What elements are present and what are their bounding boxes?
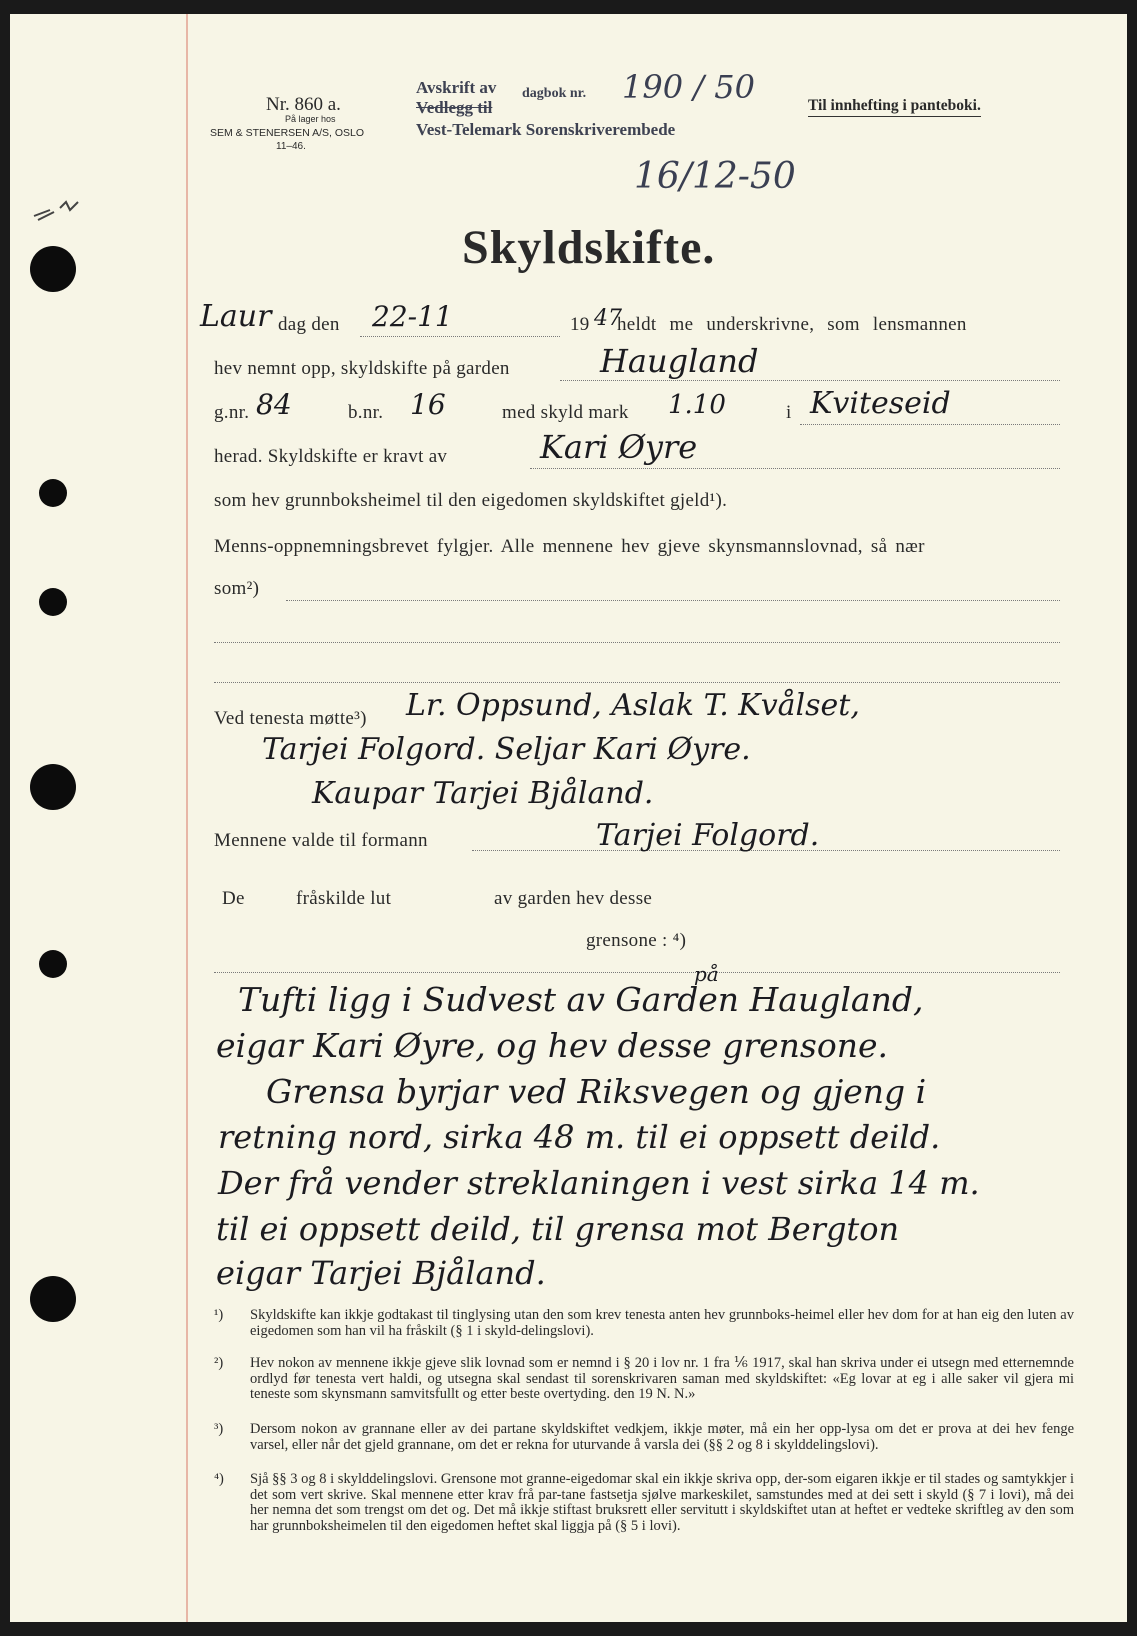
footnote (214, 1422, 1074, 1453)
menns-text: Menns-oppnemningsbrevet fylgjer. Alle mennene hev gjeve skynsmannslovnad, så nær (214, 536, 925, 557)
footnote (214, 1308, 1074, 1339)
motte-handwritten-line2: Tarjei Folgord. Seljar Kari Øyre. (262, 732, 751, 767)
year-prefix: 19 (570, 314, 590, 335)
punch-hole (30, 1276, 76, 1322)
garden-line (560, 380, 1060, 381)
footnote (214, 1472, 1074, 1534)
description-rule (214, 972, 1060, 973)
punch-hole (39, 950, 67, 978)
footnote-text: Sjå §§ 3 og 8 i skylddelingslovi. Grensone mot granne-eigedomar skal ein ikkje skriva opp, der-som eigaren ikkje er til stades og samtykkjer i det som vert skrive. Skal mennene etter krav frå par-tane fastsetja sjølve markeskilet, samstundes med at dei sett i skyld (§ 7 i lovi), må dei her nemna det som trengst om det og. Det må ikkje stiftast bruksrett eller servitutt i skyldskiftet utan at heftet er vedteke skriftleg av den som har grunnboksheimelen til den eigedomen heftet skal liggja på (§ 5 i lovi). (250, 1471, 1075, 1534)
stamp-dagbok: dagbok nr. (522, 86, 587, 101)
description-line: eigar Tarjei Bjåland. (216, 1254, 546, 1292)
punch-hole (30, 764, 76, 810)
handwritten-dagbok-number: 190 / 50 (622, 68, 755, 106)
year-suffix-handwritten: 47 (594, 306, 622, 331)
date-handwritten: 22-11 (372, 300, 453, 333)
publisher-line: På lager hos (285, 114, 336, 124)
herad-handwritten: Kviteseid (810, 386, 951, 421)
kravt-line (530, 468, 1060, 469)
punch-hole (39, 479, 67, 507)
footnote-text: Hev nokon av mennene ikkje gjeve slik lovnad som er nemnd i § 20 i lov nr. 1 fra ⅙ 1917, skal han skriva under ei utsegn med etternemnde ordlyd før tenesta vert haldi, og utsegna skal sendast til sorenskrivaren saman med skyldskiftet: «Eg lovar at eg i alle saker vil gjera mi teneste som skynsmann samvitsfullt og etter beste overtyding. den 19 N. N.» (250, 1355, 1074, 1402)
skyld-handwritten: 1.10 (668, 390, 726, 420)
grensone-label: grensone : ⁴) (586, 930, 687, 951)
gnr-handwritten: 84 (256, 388, 292, 421)
margin-rule (186, 14, 188, 1622)
footnote-mark: ⁴) (214, 1471, 224, 1487)
footnote-mark: ³) (214, 1421, 224, 1437)
stamp-avskrift: Avskrift av (416, 78, 497, 97)
description-line: til ei oppsett deild, til grensa mot Bergton (216, 1210, 900, 1248)
skyld-label: med skyld mark (502, 402, 629, 423)
punch-hole (39, 588, 67, 616)
date-line (360, 336, 560, 337)
de-label: De (222, 888, 245, 909)
punch-hole (30, 246, 76, 292)
description-line: Grensa byrjar ved Riksvegen og gjeng i (266, 1072, 927, 1111)
motte-label: Ved tenesta møtte³) (214, 708, 367, 729)
description-insert: på (694, 962, 719, 986)
grunnbok-text: som hev grunnboksheimel til den eigedomen skyldskiftet gjeld¹). (214, 490, 728, 511)
footnote-mark: ¹) (214, 1307, 224, 1323)
garden-label: hev nemnt opp, skyldskifte på garden (214, 358, 510, 379)
footnote (214, 1356, 1074, 1403)
herad-label: herad. Skyldskifte er kravt av (214, 446, 448, 467)
kravt-av-handwritten: Kari Øyre (540, 428, 698, 466)
blank-line (214, 682, 1060, 683)
handwritten-stamp-date: 16/12-50 (634, 156, 796, 197)
description-line: Der frå vender streklaningen i vest sirka 14 m. (218, 1164, 980, 1202)
som-label: som²) (214, 578, 260, 599)
gnr-label: g.nr. (214, 402, 250, 423)
publisher-line: SEM & STENERSEN A/S, OSLO (210, 127, 365, 139)
bnr-label: b.nr. (348, 402, 384, 423)
av-garden-label: av garden hev desse (494, 888, 653, 909)
fraskilde-label: fråskilde lut (296, 888, 392, 909)
footnote-text: Dersom nokon av grannane eller av dei partane skyldskiftet vedkjem, ikkje møter, må ein her opp-lysa om det er prova at dei hev fenge varsel, eller når det gjeld grannane, om det er rekna for uturvande å varsla dei (§§ 2 og 8 i skylddelingslovi). (250, 1421, 1074, 1453)
document-title: Skyldskifte. (462, 221, 716, 274)
scribble-mark (30, 194, 86, 224)
document-page (10, 14, 1127, 1622)
motte-handwritten-line3: Kaupar Tarjei Bjåland. (312, 776, 654, 811)
stamp-office: Vest-Telemark Sorenskriverembede (416, 120, 676, 139)
som-line (286, 600, 1060, 601)
form-number: Nr. 860 a. (266, 94, 341, 115)
formann-label: Mennene valde til formann (214, 830, 428, 851)
dag-den-label: dag den (278, 314, 340, 335)
description-line: retning nord, sirka 48 m. til ei oppsett deild. (218, 1118, 941, 1156)
description-line: eigar Kari Øyre, og hev desse grensone. (216, 1026, 888, 1065)
i-label: i (786, 402, 792, 423)
stamp-vedlegg: Vedlegg til (416, 98, 493, 117)
corner-note: Til innhefting i panteboki. (808, 97, 981, 117)
herad-line (800, 424, 1060, 425)
description-line: Tufti ligg i Sudvest av Garden Haugland, (238, 980, 924, 1019)
footnote-text: Skyldskifte kan ikkje godtakast til tinglysing utan den som krev tenesta anten hev grunnboks-heimel eller hev dom for at han eig den luten av eigedomen som han vil ha fråskilt (§ 1 i skyld-delingslovi). (250, 1307, 1074, 1339)
formann-handwritten: Tarjei Folgord. (596, 818, 820, 853)
publisher-line: 11–46. (276, 141, 306, 152)
weekday-handwritten: Laur (200, 299, 272, 334)
blank-line (214, 642, 1060, 643)
garden-handwritten: Haugland (600, 342, 759, 380)
motte-handwritten-line1: Lr. Oppsund, Aslak T. Kvålset, (406, 688, 860, 723)
footnote-mark: ²) (214, 1355, 224, 1371)
bnr-handwritten: 16 (410, 388, 446, 421)
heldt-text: heldt me underskrivne, som lensmannen (617, 314, 967, 335)
